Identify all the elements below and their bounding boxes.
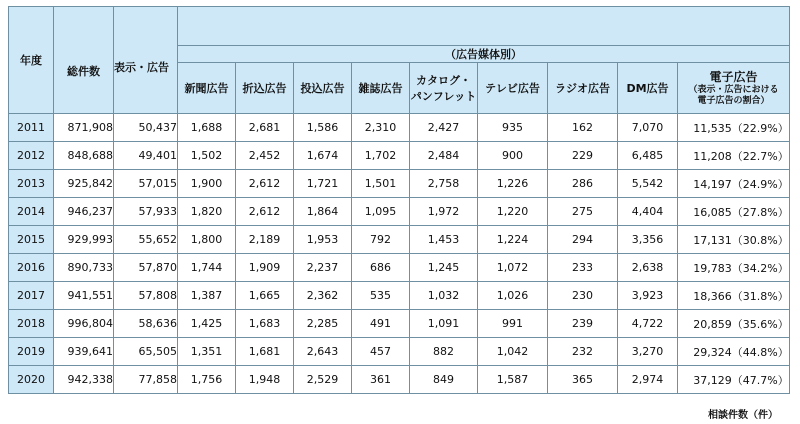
insert-cell: 1,948: [236, 366, 294, 394]
table-row: [9, 310, 790, 338]
tv-cell: 1,072: [478, 254, 548, 282]
electronic-share: （31.8%）: [731, 289, 789, 303]
drop-in-cell: 2,285: [294, 310, 352, 338]
electronic-share: （34.2%）: [731, 261, 789, 275]
electronic-value: 11,535: [693, 121, 732, 135]
newspaper-cell: 1,425: [178, 310, 236, 338]
header-catalog-line1: カタログ・: [416, 74, 471, 87]
year-cell: 2020: [9, 366, 54, 394]
table-row: [9, 338, 790, 366]
catalog-cell: 1,091: [410, 310, 478, 338]
catalog-cell: 849: [410, 366, 478, 394]
table-row: [9, 366, 790, 394]
header-catalog: [410, 63, 478, 114]
electronic-cell: [678, 198, 790, 226]
electronic-cell: [678, 170, 790, 198]
catalog-cell: 1,245: [410, 254, 478, 282]
consultation-stats-table: [8, 6, 790, 394]
table-row: [9, 170, 790, 198]
electronic-value: 14,197: [693, 177, 732, 191]
drop-in-cell: 1,674: [294, 142, 352, 170]
year-cell: 2015: [9, 226, 54, 254]
radio-cell: 275: [548, 198, 618, 226]
radio-cell: 230: [548, 282, 618, 310]
header-radio: ラジオ広告: [548, 63, 618, 114]
newspaper-cell: 1,800: [178, 226, 236, 254]
electronic-share: （44.8%）: [731, 345, 789, 359]
electronic-cell: [678, 366, 790, 394]
newspaper-cell: 1,820: [178, 198, 236, 226]
electronic-share: （24.9%）: [731, 177, 789, 191]
total-cell: 941,551: [54, 282, 114, 310]
total-cell: 871,908: [54, 114, 114, 142]
insert-cell: 2,452: [236, 142, 294, 170]
year-cell: 2014: [9, 198, 54, 226]
total-cell: 929,993: [54, 226, 114, 254]
dm-cell: 5,542: [618, 170, 678, 198]
tv-cell: 935: [478, 114, 548, 142]
radio-cell: 162: [548, 114, 618, 142]
total-cell: 942,338: [54, 366, 114, 394]
newspaper-cell: 1,756: [178, 366, 236, 394]
electronic-share: （47.7%）: [731, 373, 789, 387]
header-display-ads: 表示・広告: [114, 7, 178, 114]
header-drop-in: 投込広告: [294, 63, 352, 114]
electronic-value: 17,131: [693, 233, 732, 247]
electronic-cell: [678, 142, 790, 170]
insert-cell: 1,683: [236, 310, 294, 338]
magazine-cell: 361: [352, 366, 410, 394]
newspaper-cell: 1,387: [178, 282, 236, 310]
electronic-cell: [678, 114, 790, 142]
header-electronic-title: 電子広告: [709, 69, 758, 84]
table-row: [9, 142, 790, 170]
header-electronic-sub1: （表示・広告における: [688, 84, 779, 95]
newspaper-cell: 1,502: [178, 142, 236, 170]
drop-in-cell: 1,586: [294, 114, 352, 142]
year-cell: 2017: [9, 282, 54, 310]
magazine-cell: 535: [352, 282, 410, 310]
magazine-cell: 792: [352, 226, 410, 254]
tv-cell: 1,026: [478, 282, 548, 310]
electronic-cell: [678, 338, 790, 366]
header-year: 年度: [9, 7, 54, 114]
total-cell: 925,842: [54, 170, 114, 198]
electronic-share: （22.9%）: [731, 121, 789, 135]
total-cell: 848,688: [54, 142, 114, 170]
table-row: [9, 226, 790, 254]
drop-in-cell: 2,529: [294, 366, 352, 394]
display-cell: 65,505: [114, 338, 178, 366]
header-electronic-sub2: 電子広告の割合）: [697, 95, 770, 106]
year-cell: 2011: [9, 114, 54, 142]
newspaper-cell: 1,900: [178, 170, 236, 198]
dm-cell: 3,923: [618, 282, 678, 310]
insert-cell: 1,665: [236, 282, 294, 310]
insert-cell: 2,612: [236, 198, 294, 226]
year-cell: 2016: [9, 254, 54, 282]
tv-cell: 1,220: [478, 198, 548, 226]
header-magazine: 雑誌広告: [352, 63, 410, 114]
drop-in-cell: 1,864: [294, 198, 352, 226]
header-insert: 折込広告: [236, 63, 294, 114]
unit-note: 相談件数（件）: [708, 410, 778, 421]
display-cell: 57,870: [114, 254, 178, 282]
total-cell: 946,237: [54, 198, 114, 226]
magazine-cell: 1,702: [352, 142, 410, 170]
electronic-value: 16,085: [693, 205, 732, 219]
electronic-value: 18,366: [693, 289, 732, 303]
header-dm: DM広告: [618, 63, 678, 114]
display-cell: 57,933: [114, 198, 178, 226]
tv-cell: 1,224: [478, 226, 548, 254]
newspaper-cell: 1,351: [178, 338, 236, 366]
display-cell: 58,636: [114, 310, 178, 338]
magazine-cell: 1,501: [352, 170, 410, 198]
newspaper-cell: 1,744: [178, 254, 236, 282]
dm-cell: 3,356: [618, 226, 678, 254]
total-cell: 939,641: [54, 338, 114, 366]
dm-cell: 6,485: [618, 142, 678, 170]
total-cell: 996,804: [54, 310, 114, 338]
insert-cell: 2,681: [236, 114, 294, 142]
catalog-cell: 1,453: [410, 226, 478, 254]
magazine-cell: 1,095: [352, 198, 410, 226]
dm-cell: 2,638: [618, 254, 678, 282]
radio-cell: 232: [548, 338, 618, 366]
electronic-share: （22.7%）: [731, 149, 789, 163]
catalog-cell: 882: [410, 338, 478, 366]
table-row: [9, 198, 790, 226]
electronic-share: （30.8%）: [731, 233, 789, 247]
drop-in-cell: 1,953: [294, 226, 352, 254]
drop-in-cell: 2,643: [294, 338, 352, 366]
radio-cell: 229: [548, 142, 618, 170]
header-newspaper: 新聞広告: [178, 63, 236, 114]
display-cell: 57,015: [114, 170, 178, 198]
total-cell: 890,733: [54, 254, 114, 282]
header-total: 総件数: [54, 7, 114, 114]
radio-cell: 239: [548, 310, 618, 338]
header-top-blank: [178, 7, 790, 46]
table-row: [9, 282, 790, 310]
dm-cell: 7,070: [618, 114, 678, 142]
insert-cell: 2,612: [236, 170, 294, 198]
tv-cell: 900: [478, 142, 548, 170]
catalog-cell: 2,758: [410, 170, 478, 198]
catalog-cell: 1,972: [410, 198, 478, 226]
tv-cell: 1,042: [478, 338, 548, 366]
electronic-share: （35.6%）: [731, 317, 789, 331]
display-cell: 49,401: [114, 142, 178, 170]
electronic-value: 11,208: [693, 149, 732, 163]
radio-cell: 365: [548, 366, 618, 394]
newspaper-cell: 1,688: [178, 114, 236, 142]
year-cell: 2013: [9, 170, 54, 198]
electronic-share: （27.8%）: [731, 205, 789, 219]
tv-cell: 1,587: [478, 366, 548, 394]
radio-cell: 233: [548, 254, 618, 282]
tv-cell: 991: [478, 310, 548, 338]
drop-in-cell: 2,362: [294, 282, 352, 310]
dm-cell: 3,270: [618, 338, 678, 366]
electronic-value: 29,324: [693, 345, 732, 359]
dm-cell: 4,722: [618, 310, 678, 338]
dm-cell: 4,404: [618, 198, 678, 226]
display-cell: 77,858: [114, 366, 178, 394]
radio-cell: 294: [548, 226, 618, 254]
catalog-cell: 2,484: [410, 142, 478, 170]
drop-in-cell: 1,721: [294, 170, 352, 198]
electronic-cell: [678, 226, 790, 254]
insert-cell: 1,909: [236, 254, 294, 282]
header-by-media: （広告媒体別）: [178, 46, 790, 63]
header-tv: テレビ広告: [478, 63, 548, 114]
electronic-value: 20,859: [693, 317, 732, 331]
radio-cell: 286: [548, 170, 618, 198]
magazine-cell: 686: [352, 254, 410, 282]
year-cell: 2018: [9, 310, 54, 338]
magazine-cell: 457: [352, 338, 410, 366]
display-cell: 55,652: [114, 226, 178, 254]
header-catalog-line2: パンフレット: [410, 90, 477, 103]
table-row: [9, 254, 790, 282]
year-cell: 2019: [9, 338, 54, 366]
electronic-value: 37,129: [693, 373, 732, 387]
year-cell: 2012: [9, 142, 54, 170]
display-cell: 57,808: [114, 282, 178, 310]
catalog-cell: 1,032: [410, 282, 478, 310]
dm-cell: 2,974: [618, 366, 678, 394]
magazine-cell: 491: [352, 310, 410, 338]
table-row: [9, 114, 790, 142]
magazine-cell: 2,310: [352, 114, 410, 142]
tv-cell: 1,226: [478, 170, 548, 198]
insert-cell: 2,189: [236, 226, 294, 254]
electronic-cell: [678, 254, 790, 282]
electronic-cell: [678, 310, 790, 338]
electronic-value: 19,783: [693, 261, 732, 275]
drop-in-cell: 2,237: [294, 254, 352, 282]
catalog-cell: 2,427: [410, 114, 478, 142]
header-electronic: [678, 63, 790, 114]
electronic-cell: [678, 282, 790, 310]
insert-cell: 1,681: [236, 338, 294, 366]
display-cell: 50,437: [114, 114, 178, 142]
